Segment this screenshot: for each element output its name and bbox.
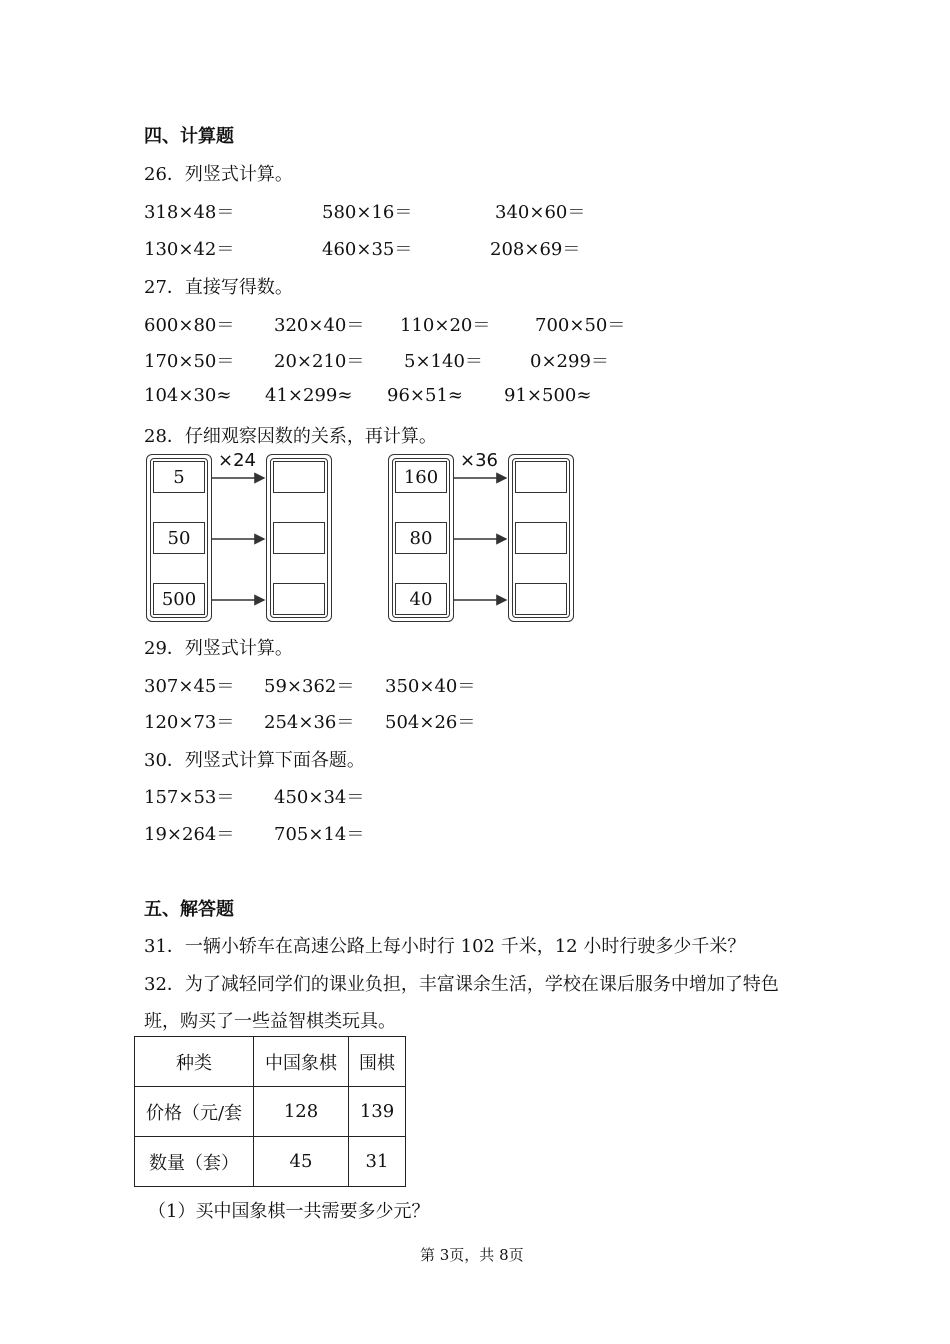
table-row bbox=[135, 1087, 406, 1137]
input-number-box: 80 bbox=[395, 522, 447, 554]
answer-box[interactable] bbox=[515, 461, 567, 493]
answer-box[interactable] bbox=[515, 522, 567, 554]
table-header-row bbox=[135, 1037, 406, 1087]
question-32-line-1: 32．为了减轻同学们的课业负担，丰富课余生活，学校在课后服务中增加了特色 bbox=[144, 974, 779, 995]
table-cell: 31 bbox=[349, 1137, 406, 1187]
q29-equation: 59×362＝ bbox=[264, 676, 355, 697]
multiplier-label: ×36 bbox=[460, 450, 498, 471]
table-cell: 价格（元/套 bbox=[135, 1087, 254, 1137]
table-header-cell: 种类 bbox=[135, 1037, 254, 1087]
question-26-prompt: 26．列竖式计算。 bbox=[144, 164, 293, 185]
q29-equation: 504×26＝ bbox=[385, 712, 476, 733]
question-32-sub-1: （1）买中国象棋一共需要多少元？ bbox=[148, 1201, 430, 1222]
q29-equation: 120×73＝ bbox=[144, 712, 235, 733]
arrows bbox=[208, 454, 270, 620]
q27-equation: 41×299≈ bbox=[265, 385, 353, 406]
question-32-line-2: 班，购买了一些益智棋类玩具。 bbox=[144, 1011, 396, 1032]
table-cell: 45 bbox=[254, 1137, 349, 1187]
answer-box[interactable] bbox=[515, 583, 567, 615]
q27-equation: 20×210＝ bbox=[274, 351, 365, 372]
input-number-box: 50 bbox=[153, 522, 205, 554]
q30-equation: 705×14＝ bbox=[274, 824, 365, 845]
question-29-prompt: 29．列竖式计算。 bbox=[144, 638, 293, 659]
q26-equation: 318×48＝ bbox=[144, 202, 235, 223]
table-cell: 139 bbox=[349, 1087, 406, 1137]
input-number-box: 500 bbox=[153, 583, 205, 615]
arrows bbox=[450, 454, 512, 620]
factor-diagram-2 bbox=[388, 450, 578, 624]
q26-equation: 580×16＝ bbox=[322, 202, 413, 223]
q26-equation: 208×69＝ bbox=[490, 239, 581, 260]
q27-equation: 96×51≈ bbox=[387, 385, 463, 406]
table-header-cell: 围棋 bbox=[349, 1037, 406, 1087]
price-table bbox=[134, 1036, 406, 1187]
multiplier-label: ×24 bbox=[218, 450, 256, 471]
input-number-box: 40 bbox=[395, 583, 447, 615]
q29-equation: 307×45＝ bbox=[144, 676, 235, 697]
input-number-box: 5 bbox=[153, 461, 205, 493]
q27-equation: 5×140＝ bbox=[404, 351, 483, 372]
answer-box[interactable] bbox=[273, 522, 325, 554]
question-28-prompt: 28．仔细观察因数的关系，再计算。 bbox=[144, 426, 437, 447]
q26-equation: 340×60＝ bbox=[495, 202, 586, 223]
q26-equation: 460×35＝ bbox=[322, 239, 413, 260]
table-row bbox=[135, 1137, 406, 1187]
q30-equation: 19×264＝ bbox=[144, 824, 235, 845]
q30-equation: 450×34＝ bbox=[274, 787, 365, 808]
q27-equation: 91×500≈ bbox=[504, 385, 592, 406]
q29-equation: 254×36＝ bbox=[264, 712, 355, 733]
q27-equation: 0×299＝ bbox=[530, 351, 609, 372]
question-31: 31．一辆小轿车在高速公路上每小时行 102 千米，12 小时行驶多少千米？ bbox=[144, 936, 746, 957]
table-header-cell: 中国象棋 bbox=[254, 1037, 349, 1087]
question-30-prompt: 30．列竖式计算下面各题。 bbox=[144, 750, 365, 771]
q29-equation: 350×40＝ bbox=[385, 676, 476, 697]
table-cell: 数量（套） bbox=[135, 1137, 254, 1187]
q27-equation: 700×50＝ bbox=[535, 315, 626, 336]
q27-equation: 600×80＝ bbox=[144, 315, 235, 336]
q27-equation: 104×30≈ bbox=[144, 385, 232, 406]
table-cell: 128 bbox=[254, 1087, 349, 1137]
q27-equation: 110×20＝ bbox=[400, 315, 491, 336]
q27-equation: 170×50＝ bbox=[144, 351, 235, 372]
question-27-prompt: 27．直接写得数。 bbox=[144, 277, 293, 298]
section-4-title: 四、计算题 bbox=[144, 126, 234, 147]
input-number-box: 160 bbox=[395, 461, 447, 493]
section-5-title: 五、解答题 bbox=[144, 899, 234, 920]
q26-equation: 130×42＝ bbox=[144, 239, 235, 260]
factor-diagram-1 bbox=[146, 450, 336, 624]
page-footer: 第 3页，共 8页 bbox=[420, 1246, 524, 1264]
q27-equation: 320×40＝ bbox=[274, 315, 365, 336]
q30-equation: 157×53＝ bbox=[144, 787, 235, 808]
answer-box[interactable] bbox=[273, 583, 325, 615]
answer-box[interactable] bbox=[273, 461, 325, 493]
